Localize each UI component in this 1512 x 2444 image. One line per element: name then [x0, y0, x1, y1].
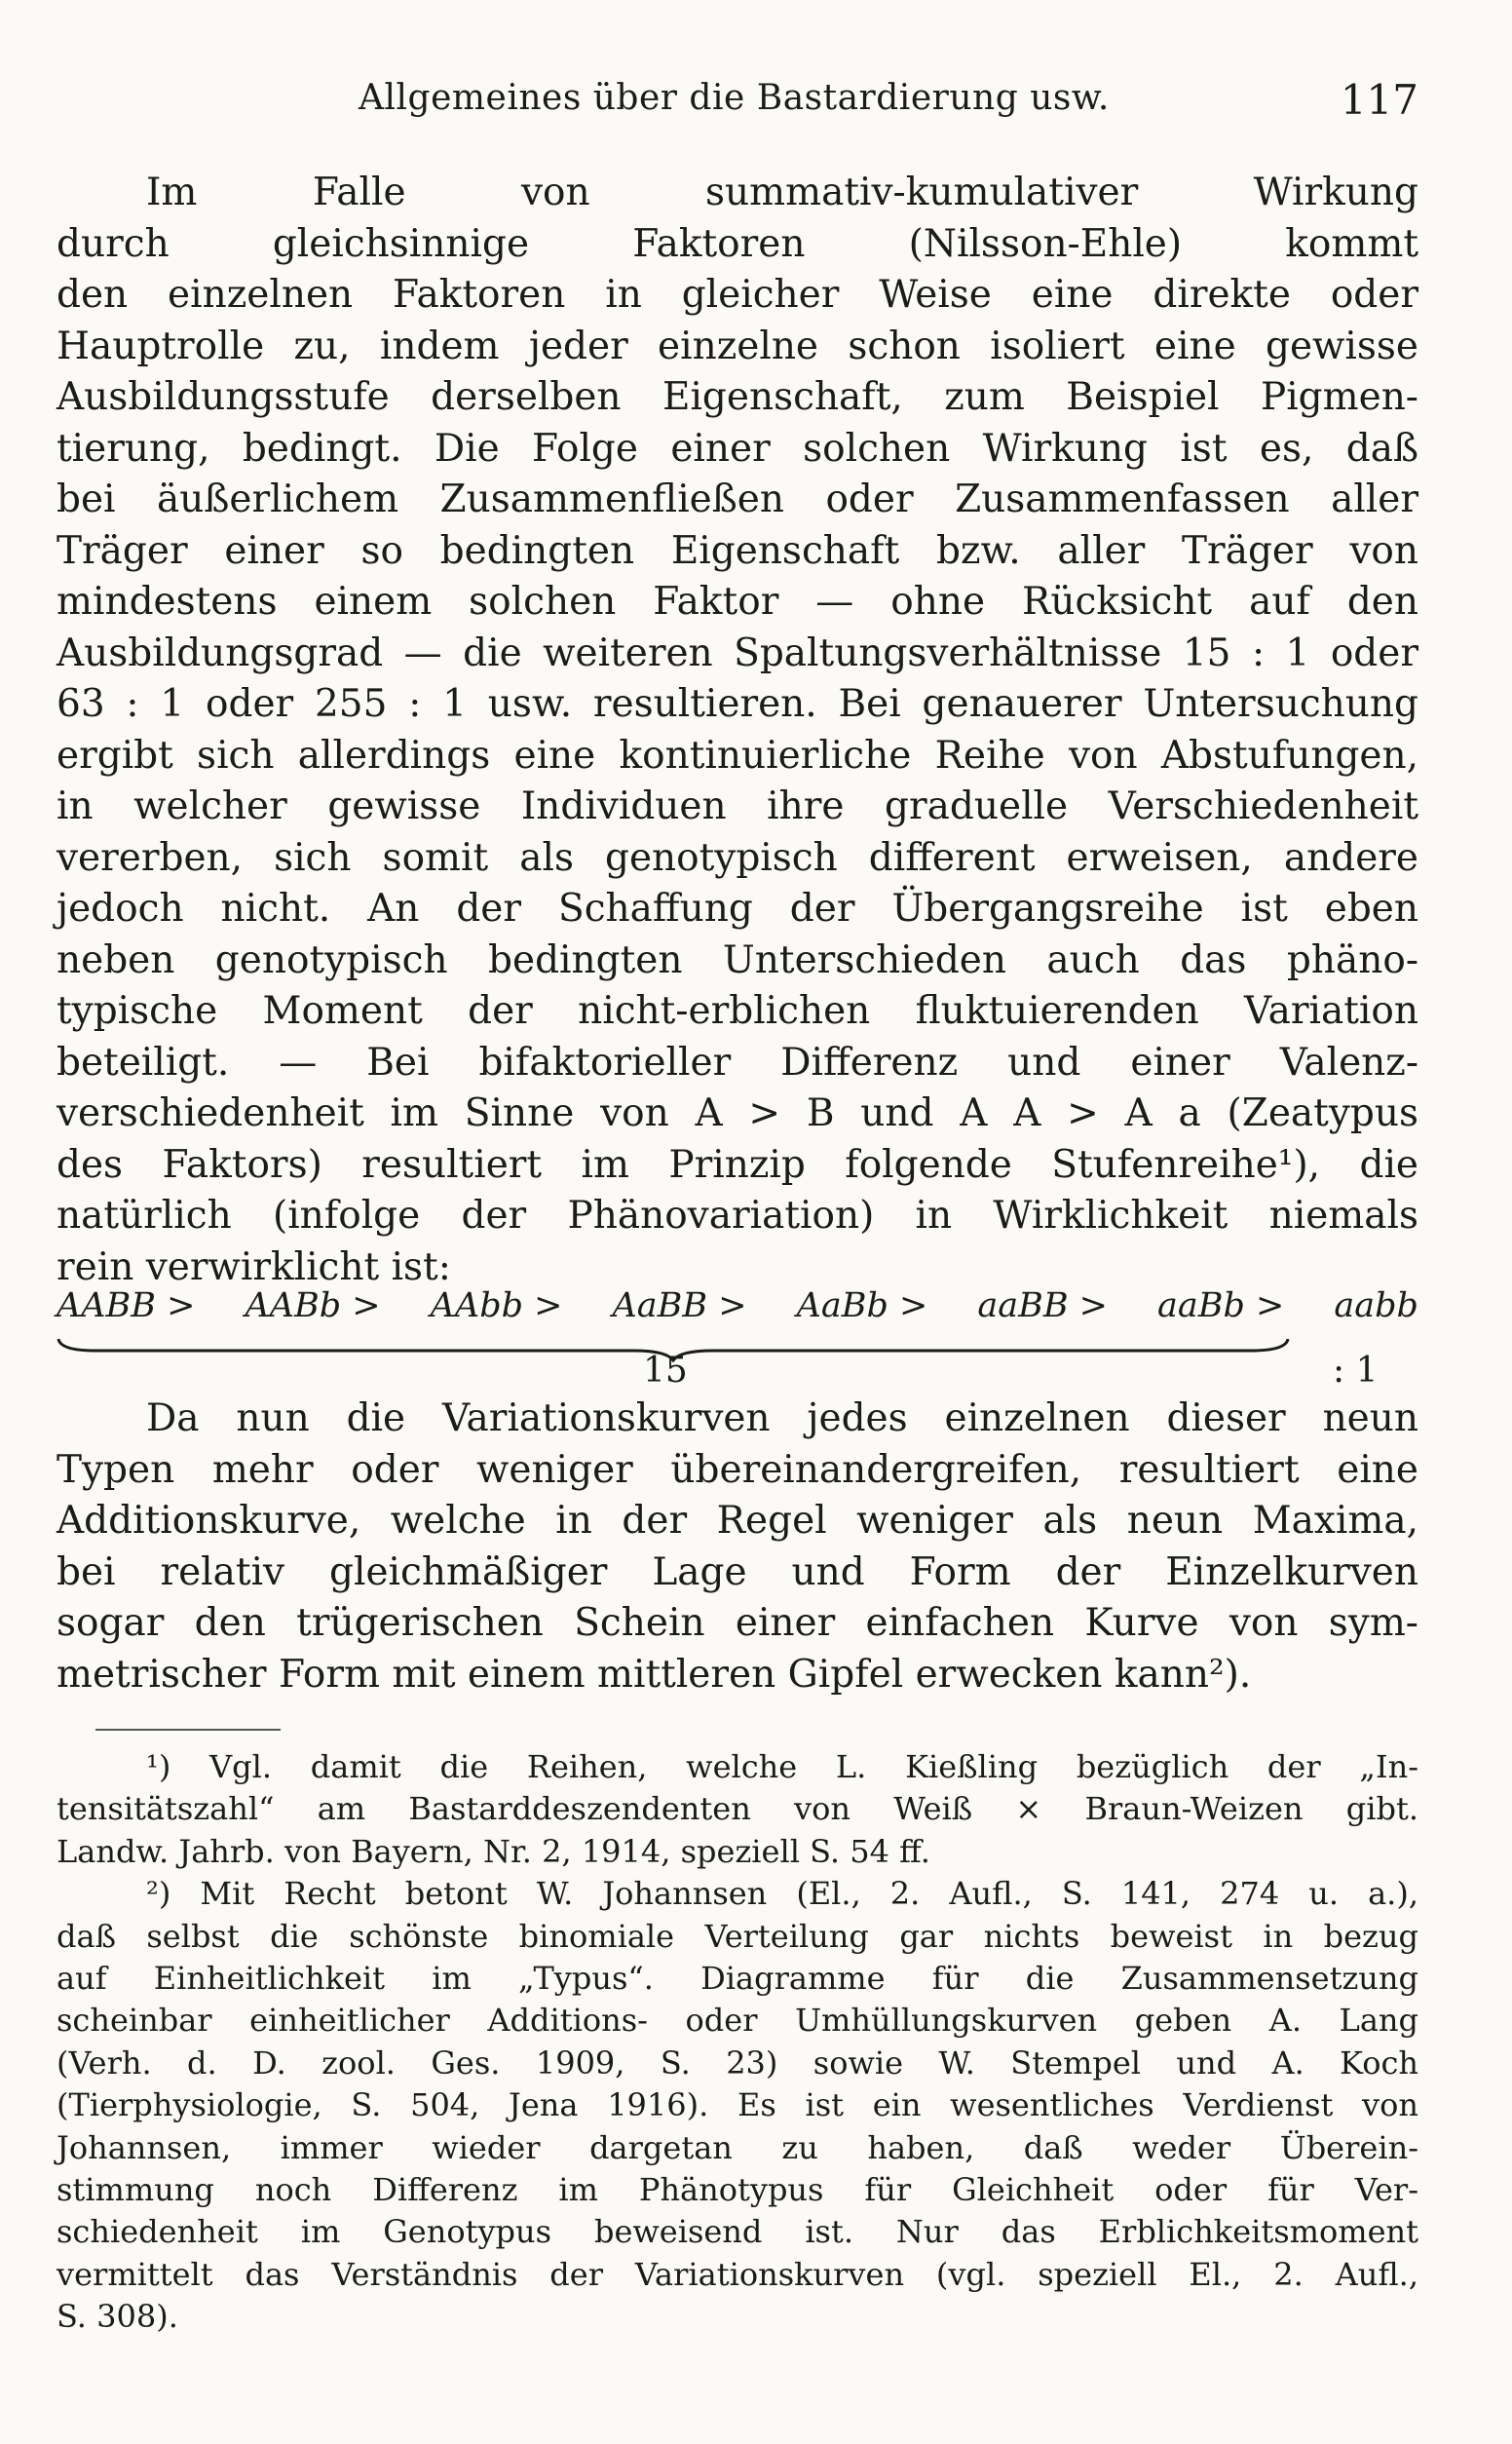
text-line: Typen mehr oder weniger übereinandergreifen, resultiert eine	[57, 1447, 1418, 1492]
formula-term: AABb >	[245, 1286, 381, 1325]
footnote-line: daß selbst die schönste binomiale Verteilung gar nichts beweist in bezug	[57, 1917, 1418, 1955]
formula-term: AAbb >	[430, 1286, 563, 1325]
paragraph-2	[57, 1394, 1418, 1700]
text-line: Additionskurve, welche in der Regel weniger als neun Maxima,	[57, 1499, 1418, 1543]
text-line: metrischer Form mit einem mittleren Gipfel erwecken kann²).	[57, 1652, 1252, 1697]
formula-term: AaBb >	[796, 1286, 928, 1325]
text-line: ergibt sich allerdings eine kontinuierliche Reihe von Abstufungen,	[57, 733, 1418, 778]
running-head	[57, 76, 1418, 134]
footnote-line: stimmung noch Differenz im Phänotypus für Gleichheit oder für Ver-	[57, 2171, 1418, 2209]
footnote-divider	[95, 1729, 281, 1731]
text-line: 63 : 1 oder 255 : 1 usw. resultieren. Bei genauerer Untersuchung	[57, 682, 1418, 726]
page-number: 117	[1340, 76, 1418, 124]
text-line: tierung, bedingt. Die Folge einer solchen Wirkung ist es, daß	[57, 426, 1418, 471]
footnote-line: tensitätszahl“ am Bastarddeszendenten von Weiß × Braun-Weizen gibt.	[57, 1790, 1418, 1828]
text-line: Ausbildungsstufe derselben Eigenschaft, zum Beispiel Pigmen-	[57, 375, 1418, 419]
formula-terms	[57, 1286, 1418, 1325]
text-line: neben genotypisch bedingten Unterschieden auch das phäno-	[57, 937, 1418, 982]
running-head-title: Allgemeines über die Bastardierung usw.	[359, 78, 1110, 118]
ratio-label: : 1	[1333, 1351, 1379, 1391]
text-line: typische Moment der nicht-erblichen fluktuierenden Variation	[57, 989, 1418, 1033]
text-line: des Faktors) resultiert im Prinzip folgende Stufenreihe¹), die	[57, 1142, 1418, 1187]
formula-term: AaBB >	[612, 1286, 747, 1325]
footnote-line: (Verh. d. D. zool. Ges. 1909, S. 23) sowie W. Stempel und A. Koch	[57, 2043, 1418, 2081]
footnote-line: (Tierphysiologie, S. 504, Jena 1916). Es ist ein wesentliches Verdienst von	[57, 2086, 1418, 2124]
formula-term: aabb	[1334, 1286, 1418, 1325]
text-line: verschiedenheit im Sinne von A > B und A A > A a (Zeatypus	[57, 1091, 1418, 1135]
text-line: beteiligt. — Bei bifaktorieller Differenz und einer Valenz-	[57, 1040, 1418, 1085]
formula-term: AABB >	[57, 1286, 196, 1325]
footnote-line: Landw. Jahrb. von Bayern, Nr. 2, 1914, speziell S. 54 ff.	[57, 1832, 930, 1870]
text-line: mindestens einem solchen Faktor — ohne Rücksicht auf den	[57, 580, 1418, 624]
text-line: vererben, sich somit als genotypisch different erweisen, andere	[57, 835, 1418, 880]
text-line: Ausbildungsgrad — die weiteren Spaltungsverhältnisse 15 : 1 oder	[57, 630, 1418, 675]
footnote-line: scheinbar einheitlicher Additions- oder Umhüllungskurven geben A. Lang	[57, 2002, 1418, 2040]
formula-term: aaBB >	[977, 1286, 1108, 1325]
footnote-line: S. 308).	[57, 2298, 178, 2336]
footnote-line: Johannsen, immer wieder dargetan zu haben, daß weder Überein-	[57, 2128, 1418, 2166]
text-line: Da nun die Variationskurven jedes einzelnen dieser neun	[146, 1396, 1418, 1440]
paragraph-1	[57, 168, 1418, 1293]
text-line: rein verwirklicht ist:	[57, 1244, 451, 1289]
footnote-line: vermittelt das Verständnis der Variationskurven (vgl. speziell El., 2. Aufl.,	[57, 2255, 1418, 2293]
text-line: durch gleichsinnige Faktoren (Nilsson-Ehle) kommt	[57, 221, 1418, 266]
text-line: Hauptrolle zu, indem jeder einzelne schon isoliert eine gewisse	[57, 324, 1418, 368]
text-line: Im Falle von summativ-kumulativer Wirkung	[146, 171, 1418, 214]
brace-label: 15	[643, 1351, 688, 1391]
footnote-line: auf Einheitlichkeit im „Typus“. Diagramme für die Zusammensetzung	[57, 1960, 1418, 1998]
text-line: den einzelnen Faktoren in gleicher Weise eine direkte oder	[57, 273, 1418, 317]
text-line: bei relativ gleichmäßiger Lage und Form der Einzelkurven	[57, 1549, 1418, 1594]
text-line: jedoch nicht. An der Schaffung der Übergangsreihe ist eben	[57, 887, 1418, 931]
text-line: sogar den trügerischen Schein einer einfachen Kurve von sym-	[57, 1601, 1418, 1645]
text-line: in welcher gewisse Individuen ihre graduelle Verschiedenheit	[57, 784, 1418, 828]
footnotes	[57, 1746, 1418, 2339]
text-line: Träger einer so bedingten Eigenschaft bzw. aller Träger von	[57, 528, 1418, 573]
text-line: natürlich (infolge der Phänovariation) in Wirklichkeit niemals	[57, 1194, 1418, 1238]
text-line: bei äußerlichem Zusammenfließen oder Zusammenfassen aller	[57, 477, 1418, 521]
genotype-series-formula	[57, 1286, 1418, 1391]
formula-term: aaBb >	[1157, 1286, 1285, 1325]
footnote-line: ²) Mit Recht betont W. Johannsen (El., 2. Aufl., S. 141, 274 u. a.),	[146, 1875, 1418, 1913]
footnote-line: ¹) Vgl. damit die Reihen, welche L. Kießling bezüglich der „In-	[146, 1748, 1418, 1785]
footnote-line: schiedenheit im Genotypus beweisend ist. Nur das Erblichkeitsmoment	[57, 2213, 1418, 2251]
